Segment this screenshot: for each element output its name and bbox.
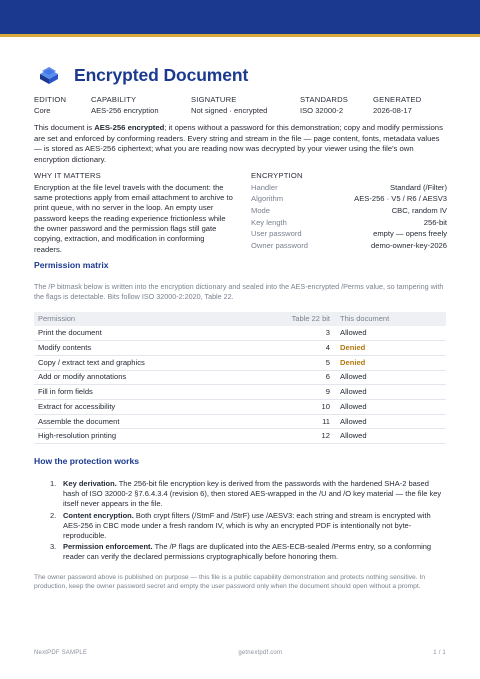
permission-status: Denied [336, 355, 446, 370]
permission-status: Allowed [336, 414, 446, 429]
permission-name: Modify contents [34, 341, 266, 356]
permission-table [34, 312, 446, 444]
step-text [63, 479, 446, 510]
step-title: Permission enforcement. [63, 542, 153, 552]
meta-value: AES-256 encryption [91, 105, 159, 115]
encryption-value: demo-owner-key-2026 [371, 240, 447, 250]
table-row [34, 399, 446, 414]
step-number: 1. [50, 479, 57, 488]
list-item [50, 511, 446, 542]
header-accent-line [0, 34, 480, 37]
permission-name: Print the document [34, 326, 266, 341]
permission-status: Allowed [336, 370, 446, 385]
step-text [63, 542, 446, 562]
meta-capability [91, 95, 159, 116]
intro-emphasis: AES-256 encrypted [94, 123, 165, 132]
permission-status: Allowed [336, 399, 446, 414]
step-body: Both crypt filters (/StmF and /StrF) use /AESV3: each string and stream is encrypted with AES-256 in CBC mode under a fresh random IV, which is why an encrypted PDF is intentionally not byte-reproducible. [63, 510, 431, 540]
encryption-value: 256-bit [423, 217, 447, 227]
encryption-section [251, 171, 447, 252]
footer-link[interactable]: getnextpdf.com [238, 650, 283, 656]
meta-value: ISO 32000-2 [300, 105, 344, 115]
permission-name: High-resolution printing [34, 429, 266, 444]
permission-bit: 4 [266, 341, 336, 356]
step-number: 3. [50, 542, 57, 552]
permission-name: Add or modify annotations [34, 370, 266, 385]
permission-bit: 5 [266, 355, 336, 370]
permission-matrix-description: The /P bitmask below is written into the encryption dictionary and sealed into the AES-encrypted /Perms value, so tampering with the flags is detectable. Bits follow ISO 32000-2:2020, Table 22. [34, 282, 444, 301]
table-row [34, 385, 446, 400]
encryption-key: Key length [251, 217, 287, 227]
permission-bit: 9 [266, 385, 336, 400]
encryption-row [251, 183, 447, 195]
meta-generated [373, 95, 422, 116]
permission-status: Allowed [336, 326, 446, 341]
table-row [34, 429, 446, 444]
meta-value: Core [34, 105, 51, 115]
list-item [50, 542, 446, 562]
protection-steps [50, 479, 446, 564]
permission-status: Allowed [336, 429, 446, 444]
encryption-value: empty — opens freely [373, 229, 447, 239]
section-heading: ENCRYPTION [251, 171, 303, 180]
table-row [34, 414, 446, 429]
page-number: 1 / 1 [433, 650, 446, 656]
encryption-row [251, 218, 447, 230]
meta-standards [300, 95, 348, 116]
step-title: Content encryption. [63, 510, 134, 520]
encryption-row [251, 194, 447, 206]
table-row [34, 370, 446, 385]
intro-text: This document is [34, 123, 95, 132]
meta-label: SIGNATURE [191, 95, 237, 104]
table-row [34, 341, 446, 356]
document-title: Encrypted Document [74, 64, 249, 85]
encryption-key: Mode [251, 206, 270, 216]
permission-status: Denied [336, 341, 446, 356]
table-row [34, 326, 446, 341]
meta-value: 2026-08-17 [373, 105, 412, 115]
permission-bit: 6 [266, 370, 336, 385]
permission-name: Copy / extract text and graphics [34, 355, 266, 370]
permission-matrix-heading: Permission matrix [34, 260, 109, 270]
encryption-value: Standard (/Filter) [390, 182, 447, 192]
meta-edition [34, 95, 66, 116]
encryption-row [251, 241, 447, 253]
encryption-key: Handler [251, 182, 278, 192]
step-body: The /P flags are duplicated into the AES-ECB-sealed /Perms entry, so a conforming reader can verify the declared permissions cryptographically before honoring them. [63, 542, 432, 562]
meta-value: Not signed · encrypted [191, 105, 268, 115]
intro-paragraph [34, 123, 446, 166]
meta-label: STANDARDS [300, 95, 349, 104]
permission-status: Allowed [336, 385, 446, 400]
step-title: Key derivation. [63, 479, 117, 488]
page-footer [34, 650, 446, 658]
blue-stacked-diamond-icon [38, 65, 60, 85]
permission-name: Extract for accessibility [34, 399, 266, 414]
column-header-bit: Table 22 bit [266, 312, 336, 326]
footer-brand: NextPDF SAMPLE [34, 650, 88, 656]
meta-label: EDITION [34, 95, 67, 104]
step-number: 2. [50, 510, 57, 520]
encryption-row [251, 206, 447, 218]
why-it-matters-section [34, 171, 234, 255]
permission-bit: 12 [266, 429, 336, 444]
encryption-key: Owner password [251, 240, 308, 250]
encryption-value: CBC, random IV [391, 206, 447, 216]
section-body: Encryption at the file level travels with the document: the same protections apply from email attachment to archive to print queue, with no server in the loop. An empty user password keeps the reading experience frictionless while the owner password and the permission flags still gate copying, extraction, and modification in conforming readers. [34, 182, 233, 254]
protection-heading: How the protection works [34, 456, 140, 466]
column-header-status: This document [336, 312, 446, 326]
permission-name: Assemble the document [34, 414, 266, 429]
list-item [50, 479, 446, 510]
encryption-row [251, 229, 447, 241]
meta-label: CAPABILITY [91, 95, 137, 104]
step-body: The 256-bit file encryption key is derived from the passwords with the hardened SHA-2 based hash of ISO 32000-2 §7.6.4.3.4 (revision 6), then stored AES-wrapped in the /U and /O key material — the file key itself never appears in the file. [63, 479, 442, 509]
permission-name: Fill in form fields [34, 385, 266, 400]
title-row [38, 62, 248, 88]
encryption-key: Algorithm [251, 194, 284, 204]
permission-bit: 11 [266, 414, 336, 429]
encryption-key: User password [251, 229, 302, 239]
step-text [63, 511, 446, 542]
meta-label: GENERATED [373, 95, 422, 104]
table-header-row [34, 312, 446, 326]
permission-bit: 3 [266, 326, 336, 341]
section-heading: WHY IT MATTERS [34, 171, 101, 180]
permission-table-body [34, 326, 446, 444]
intro-text: ; it opens without a password for this demonstration; copy and modify permissions are set and enforced by conforming readers. Every string and stream in the file — page content, fonts, metadata values — is stored as AES-256 ciphertext; what you are reading now was decrypted by your viewer using the file's own encryption dictionary. [34, 123, 443, 164]
permission-bit: 10 [266, 399, 336, 414]
header-band [0, 0, 480, 34]
table-row [34, 355, 446, 370]
owner-password-note: The owner password above is published on purpose — this file is a public capability demonstration and protects nothing sensitive. In production, keep the owner password secret and empty the user password only when the document should open without a prompt. [34, 574, 426, 591]
column-header-permission: Permission [34, 312, 266, 326]
encryption-value: AES-256 · V5 / R6 / AESV3 [354, 194, 447, 204]
meta-signature [191, 95, 267, 116]
